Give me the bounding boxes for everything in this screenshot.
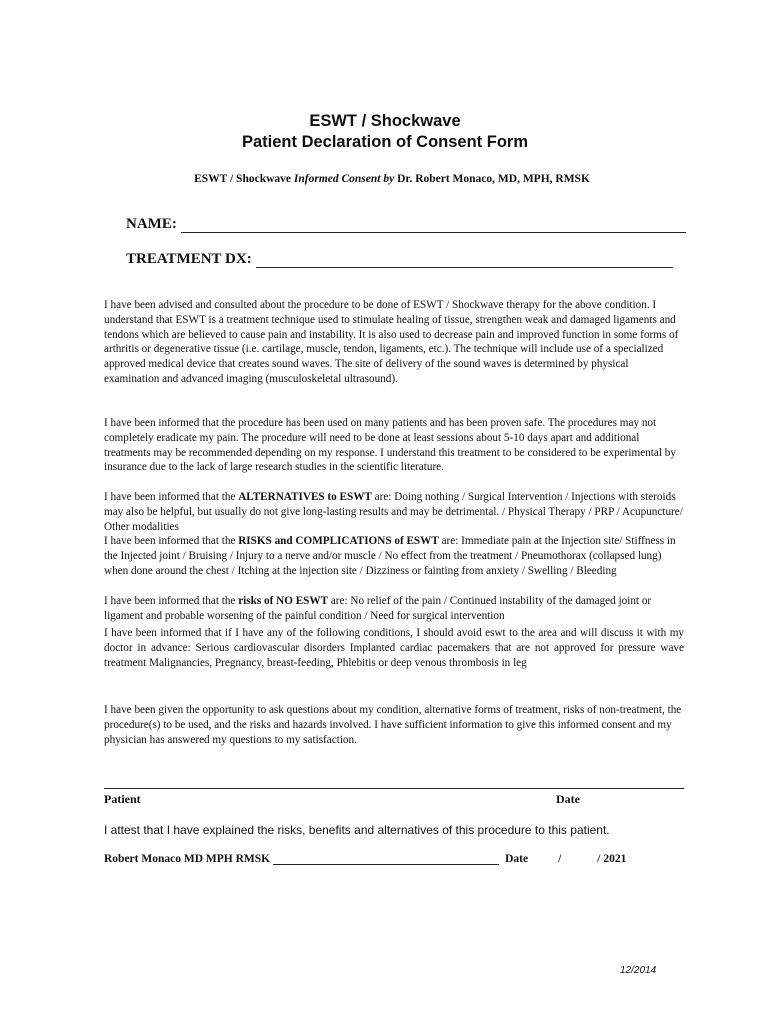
paragraph-safety: I have been informed that the procedure has been used on many patients and has been proven safe. The procedures may not completely eradicate my pain. The procedure will need to be done at least sessions about 5-10 days apart and additional treatments may be recommended depending on my response. I understand this treatment to be considered to be experimental by insurance due to the lack of large research studies in the scientific literature. <box>104 417 676 474</box>
alternatives-text: I have been informed that the ALTERNATIVES to ESWT are: Doing nothing / Surgical Intervention / Injections with steroids may also be helpful, but usually do not give long-lasting results and may be detrimental. / Physical Therapy / PRP / Acupuncture/ Other modalities <box>104 491 683 533</box>
physician-signature-row <box>104 852 626 865</box>
subtitle-part2: Dr. Robert Monaco, MD, MPH, RMSK <box>397 173 590 185</box>
paragraph-risks-no-eswt: I have been informed that the risks of NO ESWT are: No relief of the pain / Continued instability of the damaged joint or ligament and probable worsening of the painful condition / Need for surgical intervention <box>104 595 652 622</box>
form-title-line2: Patient Declaration of Consent Form <box>241 133 529 151</box>
treatment-dx-field[interactable] <box>126 251 673 268</box>
risks-no-eswt-heading: risks of NO ESWT <box>238 595 329 607</box>
subtitle-italic: Informed Consent by <box>293 173 395 185</box>
name-field[interactable] <box>126 216 686 233</box>
paragraph-consent: I have been given the opportunity to ask questions about my condition, alternative forms of treatment, risks of non-treatment, the procedure(s) to be used, and the risks and hazards involved. I have sufficient information to give this informed consent and my physician has answered my questions to my satisfaction. <box>104 704 682 746</box>
revision-date: 12/2014 <box>620 965 657 976</box>
risks-text: I have been informed that the RISKS and COMPLICATIONS of ESWT are: Immediate pain at the Injection site/ Stiffness in the Injected joint / Bruising / Injury to a nerve and/or muscle / No effect from the treatment / Pneumothorax (collapsed lung) when done around the chest / Itching at the injection site / Dizziness or fainting from anxiety / Swelling / Bleeding <box>104 535 676 577</box>
form-subtitle <box>0 173 770 185</box>
risks-heading: RISKS and COMPLICATIONS of ESWT <box>238 535 439 548</box>
paragraph-alternatives-risks <box>104 490 684 579</box>
form-title-line1: ESWT / Shockwave <box>309 112 461 130</box>
physician-name: Robert Monaco MD MPH RMSK <box>104 853 271 865</box>
physician-signature-line[interactable] <box>273 852 499 865</box>
attestation-text: I attest that I have explained the risks, benefits and alternatives of this procedure to this patient. <box>104 823 610 837</box>
physician-date-label: Date <box>505 853 529 865</box>
treatment-dx-label: TREATMENT DX: <box>126 251 252 267</box>
name-label: NAME: <box>126 216 177 232</box>
patient-label: Patient <box>104 792 141 806</box>
date-label: Date <box>556 792 580 806</box>
name-blank-line[interactable] <box>181 217 686 233</box>
date-year: / 2021 <box>597 853 627 865</box>
paragraph-procedure: I have been advised and consulted about the procedure to be done of ESWT / Shockwave therapy for the above condition. I understand that ESWT is a treatment technique used to stimulate healing of tissue, strengthen weak and damaged ligaments and tendons which are believed to cause pain and instability. It is also used to decrease pain and improved function in some forms of arthritis or degenerative tissue (i.e. cartilage, muscle, tendon, ligaments, etc.). The technique will include use of a specialized approved medical device that creates sound waves. The site of delivery of the sound waves is determined by physical examination and advanced imaging (musculoskeletal ultrasound). <box>104 299 679 385</box>
alternatives-heading: ALTERNATIVES to ESWT <box>238 491 372 503</box>
subtitle-part1: ESWT / Shockwave <box>194 173 292 185</box>
treatment-dx-blank-line[interactable] <box>256 252 673 268</box>
date-slash: / <box>558 853 562 865</box>
paragraph-contraindications: I have been informed that if I have any of the following conditions, I should avoid eswt to the area and will discuss it with my doctor in advance: Serious cardiovascular disorders Implanted cardiac pacemakers that are not approved for pressure wave treatment Malignancies, Pregnancy, breast-feeding, Phlebitis or deep venous thrombosis in leg <box>104 627 684 669</box>
patient-signature-line[interactable] <box>104 788 684 789</box>
